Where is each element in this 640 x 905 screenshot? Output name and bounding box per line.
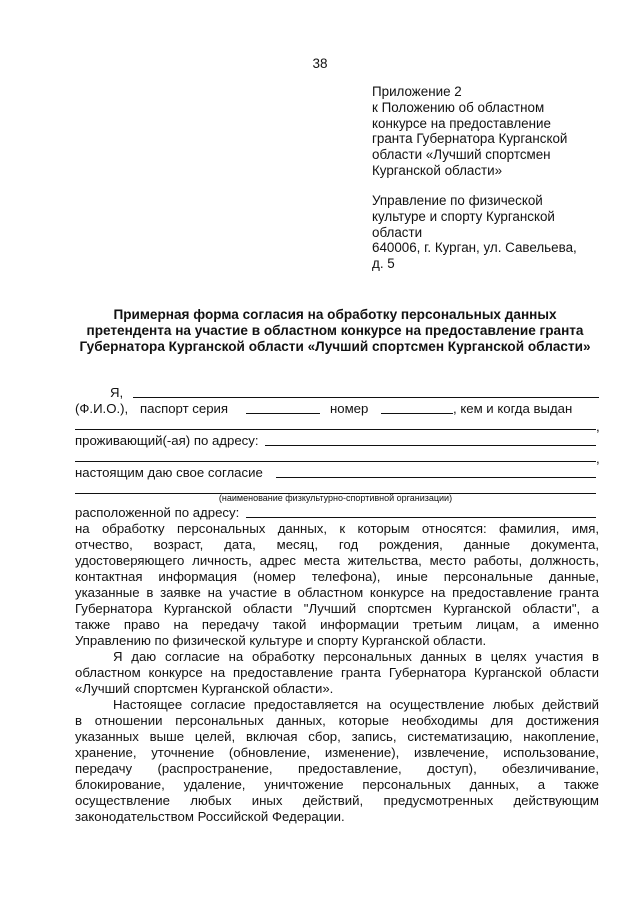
text-line: блокирование, удаление, уничтожение персональных данных, а также	[75, 777, 599, 793]
recipient-line: области	[372, 224, 423, 240]
text-line: Управлению по физической культуре и спорту Курганской области.	[75, 633, 487, 649]
title-line: претендента на участие в областном конкурсе на предоставление гранта	[86, 323, 584, 338]
paragraph-consent-purpose	[75, 649, 599, 697]
text-line: осуществление любых иных действий, предусмотренных действующим	[75, 793, 599, 809]
document-title	[60, 307, 610, 355]
text-line: на обработку персональных данных, к которым относятся: фамилия, имя,	[75, 521, 599, 536]
appendix-line: гранта Губернатора Курганской	[372, 131, 568, 147]
text-line: удостоверяющего личность, адрес места жительства, место работы, должность,	[75, 553, 599, 569]
paragraph-personal-data	[75, 521, 599, 649]
label-located: расположенной по адресу:	[75, 505, 240, 520]
appendix-block	[372, 84, 612, 179]
text-line: областном конкурсе на предоставление гранта Губернатора Курганской области	[75, 665, 599, 681]
text-line: указанных выше целей, включая сбор, запись, систематизацию, накопление,	[75, 729, 599, 745]
paragraph-consent-scope	[75, 697, 599, 825]
issued-by-line[interactable]	[75, 416, 596, 430]
address-line-2[interactable]	[75, 448, 596, 462]
appendix-line: конкурсе на предоставление	[372, 115, 551, 131]
recipient-line: Управление по физической	[372, 193, 543, 208]
comma: ,	[596, 451, 600, 466]
comma: ,	[596, 419, 600, 434]
text-line: также право на передачу такой информации третьим лицам, а именно	[75, 617, 599, 633]
appendix-line: к Положению об областном	[372, 99, 545, 115]
label-consent: настоящим даю свое согласие	[75, 465, 263, 480]
text-line: законодательством Российской Федерации.	[75, 809, 345, 825]
text-line: Я даю согласие на обработку персональных данных в целях участия в	[113, 649, 599, 664]
fio-field-line[interactable]	[133, 384, 599, 398]
organization-caption: (наименование физкультурно-спортивной организации)	[218, 493, 453, 503]
appendix-line: области «Лучший спортсмен	[372, 147, 551, 163]
text-line: указанные в заявке на участие в областном конкурсе на предоставление гранта	[75, 585, 599, 601]
text-line: передачу (распространение, предоставление, доступ), обезличивание,	[75, 761, 599, 777]
organization-address-line[interactable]	[246, 504, 596, 518]
text-line: Губернатора Курганской области "Лучший спортсмен Курганской области", а	[75, 601, 599, 617]
passport-number-line[interactable]	[381, 400, 453, 414]
text-line: Настоящее согласие предоставляется на осуществление любых действий	[113, 697, 599, 712]
label-ya: Я,	[110, 385, 124, 400]
text-line: «Лучший спортсмен Курганской области».	[75, 681, 334, 697]
appendix-line: Курганской области»	[372, 162, 503, 178]
organization-line-2[interactable]	[75, 480, 596, 494]
text-line: в отношении персональных данных, которые необходимы для достижения	[75, 713, 599, 729]
text-line: отчество, возраст, дата, месяц, год рождения, данные документа,	[75, 537, 599, 553]
passport-series-line[interactable]	[246, 400, 320, 414]
text-line: контактная информация (номер телефона), иные персональные данные,	[75, 569, 599, 585]
recipient-block	[372, 193, 612, 272]
label-fio: (Ф.И.О.),	[75, 401, 129, 416]
recipient-line: 640006, г. Курган, ул. Савельева,	[372, 240, 577, 256]
label-issued: , кем и когда выдан	[453, 401, 573, 416]
label-passport-series: паспорт серия	[140, 401, 229, 416]
appendix-line: Приложение 2	[372, 84, 462, 99]
title-line: Губернатора Курганской области «Лучший спортсмен Курганской области»	[79, 339, 591, 354]
title-line: Примерная форма согласия на обработку персональных данных	[113, 307, 557, 322]
label-residing: проживающий(-ая) по адресу:	[75, 433, 259, 448]
label-number: номер	[330, 401, 369, 416]
organization-line[interactable]	[276, 464, 596, 478]
recipient-line: культуре и спорту Курганской	[372, 208, 555, 224]
recipient-line: д. 5	[372, 256, 395, 272]
address-line[interactable]	[265, 432, 596, 446]
page-number: 38	[312, 56, 328, 71]
text-line: хранение, уточнение (обновление, изменение), извлечение, использование,	[75, 745, 599, 761]
